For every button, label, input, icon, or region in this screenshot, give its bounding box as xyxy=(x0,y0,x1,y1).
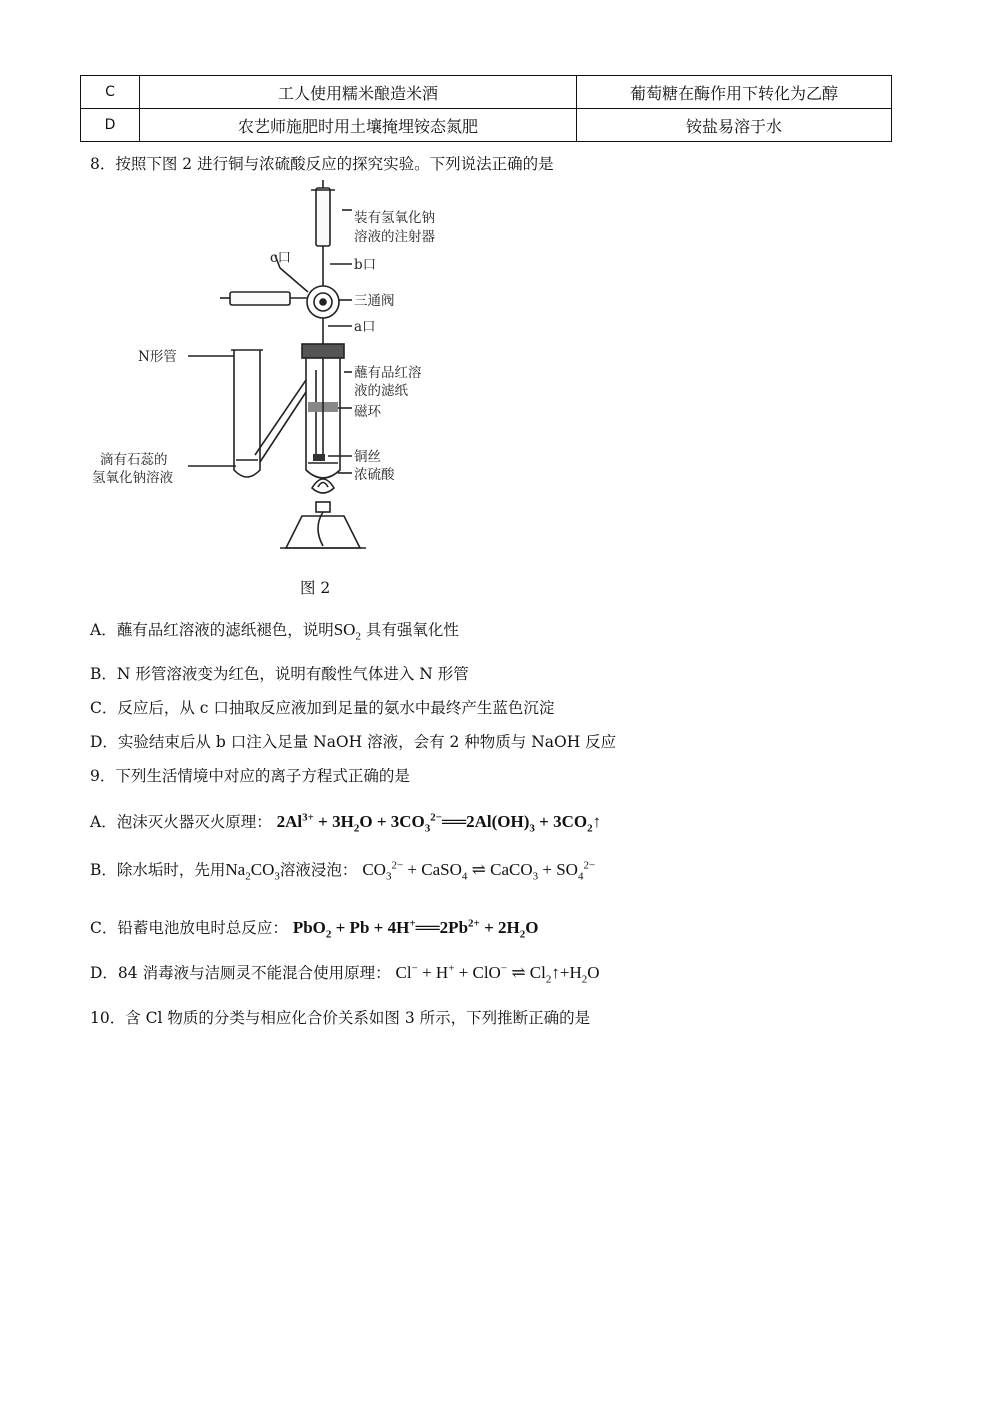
apparatus-figure xyxy=(80,180,480,575)
row-action: 农艺师施肥时用土壤掩埋铵态氮肥 xyxy=(140,109,577,142)
figure-caption: 图 2 xyxy=(300,579,331,597)
q9-option-d xyxy=(90,961,600,985)
row-label: D xyxy=(81,109,140,142)
q9-option-a xyxy=(90,810,601,834)
equation-b: $CO_3^{2-}$ + CaSO$_4$ ⇌ CaCO$_3$ + $SO_4^{2-}$ xyxy=(362,859,596,883)
q10-stem: 10．含 Cl 物质的分类与相应化合价关系如图 3 所示，下列推断正确的是 xyxy=(90,1009,591,1027)
q8-option-d: D．实验结束后从 b 口注入足量 NaOH 溶液，会有 2 种物质与 NaOH 反应 xyxy=(90,733,617,751)
label-port-b: b口 xyxy=(354,257,377,273)
row-reason: 铵盐易溶于水 xyxy=(577,109,892,142)
label-magnet-ring: 磁环 xyxy=(354,404,381,420)
label-filter-paper-2: 液的滤纸 xyxy=(354,383,408,399)
option-a-text: A．蘸有品红溶液的滤纸褪色，说明 xyxy=(90,621,334,639)
label-copper-wire: 铜丝 xyxy=(354,449,381,465)
label-acid: 浓硫酸 xyxy=(354,467,395,483)
label-n-tube: N形管 xyxy=(138,349,177,365)
row-label: C xyxy=(81,76,140,109)
option-b-text-2: 溶液浸泡： xyxy=(279,861,358,879)
option-b-text: B．除水垢时，先用 xyxy=(90,861,226,879)
option-a-text: A．泡沫灭火器灭火原理： xyxy=(90,813,272,831)
option-c-text: C．铅蓄电池放电时总反应： xyxy=(90,919,288,937)
label-port-a: a口 xyxy=(354,319,376,335)
q8-option-c: C．反应后，从 c 口抽取反应液加到足量的氨水中最终产生蓝色沉淀 xyxy=(90,699,555,717)
answer-table xyxy=(80,75,892,142)
q9-stem: 9．下列生活情境中对应的离子方程式正确的是 xyxy=(90,767,410,785)
label-port-c: c口 xyxy=(270,250,292,266)
q8-stem: 8．按照下图 2 进行铜与浓硫酸反应的探究实验。下列说法正确的是 xyxy=(90,155,554,173)
label-litmus: 滴有石蕊的 xyxy=(100,452,168,468)
q8-option-b: B．N 形管溶液变为红色，说明有酸性气体进入 N 形管 xyxy=(90,665,469,683)
table-row xyxy=(81,76,892,109)
label-valve: 三通阀 xyxy=(354,293,395,309)
label-syringe: 装有氢氧化钠 xyxy=(354,210,435,226)
na2co3-formula: $Na_2CO_3$ xyxy=(225,860,280,883)
label-filter-paper: 蘸有品红溶 xyxy=(354,365,422,381)
q9-option-b xyxy=(90,858,595,882)
equation-c: $PbO_2 + Pb + 4H^+══2Pb^{2+} + 2H_2O$ xyxy=(292,917,539,941)
label-litmus-2: 氢氧化钠溶液 xyxy=(92,470,173,486)
row-reason: 葡萄糖在酶作用下转化为乙醇 xyxy=(577,76,892,109)
option-a-text-2: 具有强氧化性 xyxy=(360,621,459,639)
option-a-formula: $SO_2$ xyxy=(333,620,361,643)
equation-d: Cl− + H+ + ClO− ⇌ $Cl_2↑+H_2O$ xyxy=(395,962,600,986)
table-row xyxy=(81,109,892,142)
q8-option-a xyxy=(90,618,459,642)
row-action: 工人使用糯米酿造米酒 xyxy=(140,76,577,109)
option-d-text: D．84 消毒液与洁厕灵不能混合使用原理： xyxy=(90,964,391,982)
label-syringe-2: 溶液的注射器 xyxy=(354,229,435,245)
q9-option-c xyxy=(90,916,538,940)
equation-a: $2Al^{3+} + 3H_2O$ + $3CO_3^{2-}══2Al(OH)_3$ + $3CO_2↑$ xyxy=(276,811,602,835)
